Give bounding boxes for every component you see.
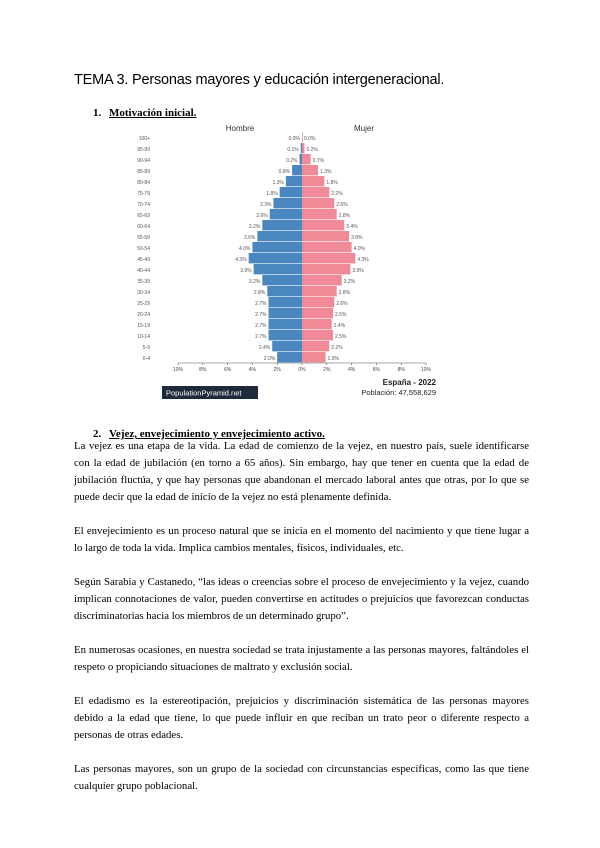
female-bar xyxy=(302,143,304,153)
x-tick-label: 2% xyxy=(273,367,281,373)
male-value-label: 3.2% xyxy=(248,279,261,285)
male-value-label: 2.7% xyxy=(255,312,267,318)
female-value-label: 2.5% xyxy=(335,312,347,318)
x-tick-label: 2% xyxy=(323,367,331,373)
female-value-label: 0.0% xyxy=(304,136,316,142)
male-value-label: 1.8% xyxy=(266,191,278,197)
male-value-label: 2.3% xyxy=(260,202,272,208)
male-value-label: 2.8% xyxy=(253,290,266,296)
age-group-label: 25-29 xyxy=(137,301,150,307)
age-group-label: 100+ xyxy=(138,136,150,142)
section-heading-text: Vejez, envejecimiento y envejecimiento activo. xyxy=(109,428,325,440)
female-bar xyxy=(302,286,337,296)
female-value-label: 2.5% xyxy=(335,334,347,340)
female-bar xyxy=(302,264,350,274)
female-bar xyxy=(302,297,334,307)
age-group-label: 60-64 xyxy=(137,224,150,230)
paragraph: En numerosas ocasiones, en nuestra sociedad se trata injustamente a las personas mayores, faltándoles el respeto o propiciando situaciones de maltrato y exclusión social. xyxy=(74,644,529,673)
male-value-label: 4.3% xyxy=(235,257,247,263)
population-pyramid-figure xyxy=(137,118,450,398)
male-value-label: 2.0% xyxy=(263,356,276,362)
age-group-label: 0-4 xyxy=(142,356,150,362)
country-year-label: España - 2022 xyxy=(382,378,436,387)
female-value-label: 4.3% xyxy=(357,257,369,263)
female-bar xyxy=(302,308,333,318)
section-number: 2. xyxy=(93,428,102,440)
source-badge-label: PopulationPyramid.net xyxy=(166,388,242,398)
x-tick-label: 6% xyxy=(223,367,232,373)
male-bar xyxy=(301,143,302,153)
male-bar xyxy=(262,275,302,285)
female-value-label: 2.4% xyxy=(333,323,346,329)
female-value-label: 1.8% xyxy=(326,180,338,186)
male-bar xyxy=(252,242,302,252)
male-value-label: 3.6% xyxy=(243,235,256,241)
female-bar xyxy=(302,154,311,164)
age-group-label: 85-89 xyxy=(137,169,150,175)
x-tick-label: 4% xyxy=(248,367,257,373)
male-value-label: 4.0% xyxy=(238,246,251,252)
female-bar xyxy=(302,231,349,241)
female-value-label: 2.2% xyxy=(331,345,343,351)
section-heading-text: Motivación inicial. xyxy=(109,107,197,119)
female-bar xyxy=(302,165,318,175)
female-value-label: 2.6% xyxy=(336,202,348,208)
male-value-label: 3.2% xyxy=(248,224,261,230)
age-group-label: 75-79 xyxy=(137,191,150,197)
female-value-label: 1.3% xyxy=(320,169,332,175)
male-bar xyxy=(269,330,302,340)
section-number: 1. xyxy=(93,107,102,119)
female-value-label: 3.8% xyxy=(351,235,363,241)
male-bar xyxy=(292,165,302,175)
age-group-label: 80-84 xyxy=(137,180,150,186)
age-group-label: 5-9 xyxy=(142,345,150,351)
age-group-label: 65-69 xyxy=(137,213,150,219)
male-value-label: 2.7% xyxy=(255,334,267,340)
x-tick-label: 8% xyxy=(199,367,207,373)
body-text xyxy=(74,438,529,812)
age-group-label: 55-59 xyxy=(137,235,150,241)
female-bar xyxy=(302,176,324,186)
female-value-label: 3.4% xyxy=(346,224,358,230)
age-group-label: 95-99 xyxy=(137,147,150,153)
paragraph: El edadismo es la estereotipación, prejuicios y discriminación sistemática de las personas mayores debido a la edad que tiene, lo que puede influir en que reciban un trato peor o diferente respecto a personas de otras edades. xyxy=(74,695,529,741)
male-bar xyxy=(269,308,302,318)
age-group-label: 50-54 xyxy=(137,246,150,252)
female-value-label: 2.8% xyxy=(338,290,351,296)
male-value-label: 3.9% xyxy=(240,268,252,274)
female-bar xyxy=(302,275,342,285)
age-group-label: 70-74 xyxy=(137,202,150,208)
female-value-label: 2.8% xyxy=(338,213,351,219)
male-bar xyxy=(270,209,302,219)
age-group-label: 45-49 xyxy=(137,257,150,263)
female-value-label: 3.2% xyxy=(343,279,356,285)
male-bar xyxy=(286,176,302,186)
legend-female-label: Mujer xyxy=(353,124,375,133)
male-value-label: 2.7% xyxy=(255,301,267,307)
female-bar xyxy=(302,132,303,142)
male-bar xyxy=(277,352,302,362)
x-tick-label: 10% xyxy=(420,367,432,373)
male-bar xyxy=(280,187,302,197)
population-label: Población: 47,558,629 xyxy=(361,388,436,397)
male-value-label: 1.3% xyxy=(272,180,284,186)
female-bar xyxy=(302,242,352,252)
age-group-label: 10-14 xyxy=(137,334,150,340)
paragraph: El envejecimiento es un proceso natural que se inicia en el momento del nacimiento y que tiene lugar a lo largo de toda la vida. Implica cambios mentales, físicos, individuales, etc. xyxy=(74,525,529,554)
male-bar xyxy=(267,286,302,296)
female-value-label: 2.2% xyxy=(331,191,343,197)
female-value-label: 2.6% xyxy=(336,301,348,307)
male-bar xyxy=(257,231,302,241)
x-tick-label: 8% xyxy=(397,367,405,373)
x-tick-label: 4% xyxy=(347,367,356,373)
population-pyramid-chart xyxy=(137,118,450,398)
female-value-label: 0.7% xyxy=(312,158,325,164)
female-bar xyxy=(302,330,333,340)
male-value-label: 0.1% xyxy=(287,147,299,153)
age-group-label: 40-44 xyxy=(137,268,150,274)
age-group-label: 35-39 xyxy=(137,279,150,285)
female-value-label: 1.9% xyxy=(327,356,339,362)
x-tick-label: 0% xyxy=(298,367,306,373)
female-bar xyxy=(302,198,334,208)
male-bar xyxy=(273,198,302,208)
male-bar xyxy=(300,154,302,164)
female-bar xyxy=(302,352,326,362)
male-bar xyxy=(269,297,302,307)
age-group-label: 20-24 xyxy=(137,312,150,318)
female-bar xyxy=(302,187,329,197)
female-value-label: 4.0% xyxy=(353,246,366,252)
female-value-label: 0.2% xyxy=(306,147,318,153)
age-group-label: 90-94 xyxy=(137,158,150,164)
female-bar xyxy=(302,209,337,219)
male-bar xyxy=(269,319,302,329)
x-tick-label: 6% xyxy=(372,367,381,373)
document-title: TEMA 3. Personas mayores y educación intergeneracional. xyxy=(74,72,445,88)
male-value-label: 0.0% xyxy=(288,136,300,142)
male-bar xyxy=(272,341,302,351)
female-bar xyxy=(302,319,332,329)
age-group-label: 30-34 xyxy=(137,290,150,296)
male-value-label: 2.7% xyxy=(255,323,267,329)
paragraph: Las personas mayores, son un grupo de la sociedad con circunstancias específicas, como las que tiene cualquier grupo poblacional. xyxy=(74,763,529,792)
male-value-label: 0.2% xyxy=(286,158,298,164)
male-value-label: 2.6% xyxy=(256,213,268,219)
female-value-label: 3.9% xyxy=(352,268,364,274)
male-value-label: 2.4% xyxy=(258,345,271,351)
male-bar xyxy=(262,220,302,230)
paragraph: La vejez es una etapa de la vida. La edad de comienzo de la vejez, en nuestro país, suele identificarse con la edad de jubilación (en torno a 65 años). Sin embargo, hay que tener en cuenta que la edad de jubilación fluctúa, y que hay personas que abandonan el mercado laboral antes que otras, por lo que se puede decir que la edad de inicio de la vejez no está plenamente definida. xyxy=(74,440,529,503)
paragraph: Según Sarabia y Castanedo, “las ideas o creencias sobre el proceso de envejecimiento y la vejez, cuando implican connotaciones de valor, pueden convertirse en actitudes o prejuicios que favorezcan conductas discriminatorias hacia los miembros de un determinado grupo”. xyxy=(74,576,529,622)
x-tick-label: 10% xyxy=(172,367,184,373)
female-bar xyxy=(302,253,355,263)
male-value-label: 0.8% xyxy=(278,169,291,175)
age-group-label: 15-19 xyxy=(137,323,150,329)
female-bar xyxy=(302,220,344,230)
male-bar xyxy=(254,264,302,274)
female-bar xyxy=(302,341,329,351)
male-bar xyxy=(249,253,302,263)
legend-male-label: Hombre xyxy=(225,124,255,133)
